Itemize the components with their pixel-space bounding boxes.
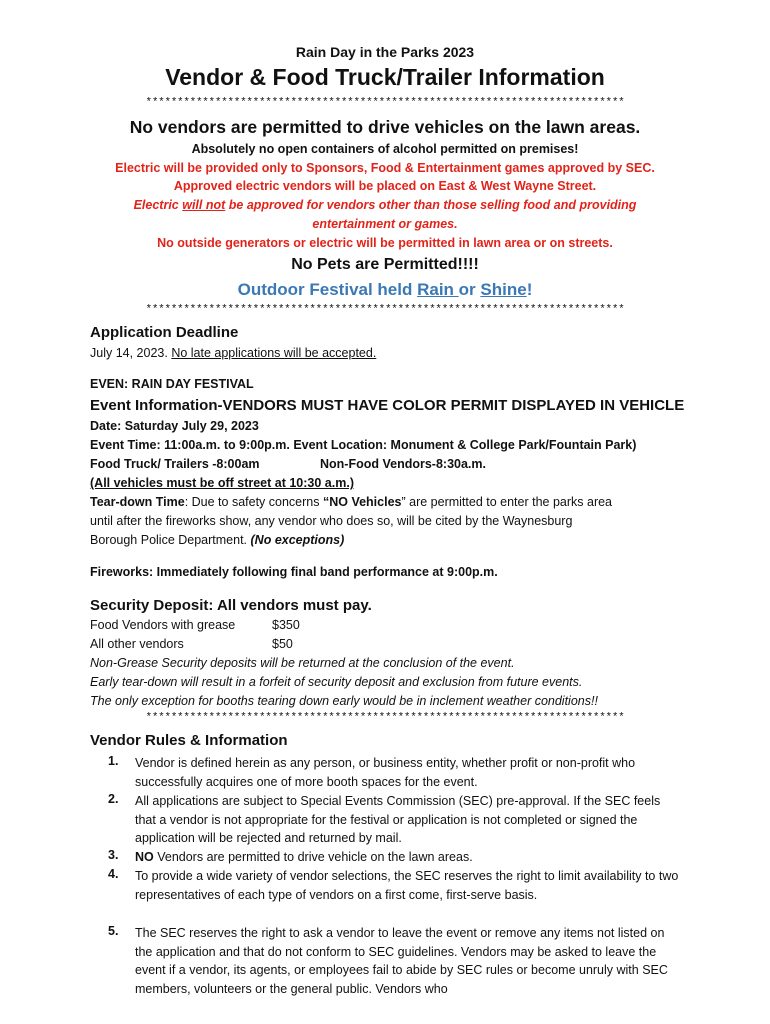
- star-divider: ****************************************************************************: [145, 712, 625, 724]
- deposit-note-1: Non-Grease Security deposits will be returned at the conclusion of the event.: [90, 656, 515, 670]
- deadline-heading: Application Deadline: [90, 324, 239, 341]
- rain-or-shine-notice: Outdoor Festival held Rain or Shine!: [237, 280, 533, 299]
- off-street-notice: (All vehicles must be off street at 10:30 a.m.): [90, 476, 354, 490]
- deadline-text: July 14, 2023. No late applications will be accepted.: [90, 346, 377, 360]
- list-item-number: 2.: [108, 792, 119, 806]
- deposit-note-2: Early tear-down will result in a forfeit of security deposit and exclusion from future events.: [90, 675, 583, 689]
- list-item-text: All applications are subject to Special Events Commission (SEC) pre-approval. If the SEC feels that a vendor is not appropriate for the festival or application is not completed or signed the application will be rejected and returned by mail.: [135, 794, 661, 846]
- event-date: Date: Saturday July 29, 2023: [90, 419, 259, 433]
- deposit-note-3: The only exception for booths tearing down early would be in inclement weather conditions!!: [90, 694, 598, 708]
- star-divider: ****************************************************************************: [145, 97, 625, 109]
- teardown-line-2: until after the fireworks show, any vendor who does so, will be cited by the Waynesburg: [90, 514, 573, 528]
- deposit-row-label: All other vendors: [90, 637, 184, 651]
- list-item-text: NO Vendors are permitted to drive vehicle on the lawn areas.: [135, 850, 473, 864]
- event-subtitle: Rain Day in the Parks 2023: [295, 44, 475, 60]
- list-item-number: 4.: [108, 867, 119, 881]
- food-truck-time: Food Truck/ Trailers -8:00am: [90, 457, 260, 471]
- lawn-notice: No vendors are permitted to drive vehicles on the lawn areas.: [129, 117, 641, 137]
- list-item-number: 1.: [108, 754, 119, 768]
- teardown-line-3: Borough Police Department. (No exceptions): [90, 533, 345, 547]
- event-info-heading: Event Information-VENDORS MUST HAVE COLOR PERMIT DISPLAYED IN VEHICLE: [90, 397, 685, 414]
- even-line: EVEN: RAIN DAY FESTIVAL: [90, 377, 254, 391]
- list-item-number: 3.: [108, 848, 119, 862]
- list-item-text: To provide a wide variety of vendor selections, the SEC reserves the right to limit availability to two representatives of each type of vendors on a first come, first-serve basis.: [135, 869, 679, 902]
- electric-notice-3: Electric will not be approved for vendors other than those selling food and providing: [133, 198, 637, 212]
- electric-notice-1: Electric will be provided only to Sponsors, Food & Entertainment games approved by SEC.: [115, 161, 655, 175]
- list-item-text: The SEC reserves the right to ask a vendor to leave the event or remove any items not listed on the application and that do not conform to SEC guidelines. Vendors may be asked to leave the event if a vendor, its agents, or employees fail to abide by SEC rules or become unruly with SEC members, volunteers or the general public. Vendors who: [135, 926, 668, 997]
- deposit-heading: Security Deposit: All vendors must pay.: [90, 597, 372, 614]
- generator-notice: No outside generators or electric will be permitted in lawn area or on streets.: [157, 236, 613, 250]
- list-item-number: 5.: [108, 924, 119, 938]
- deposit-row-amount: $50: [272, 637, 293, 651]
- event-time-location: Event Time: 11:00a.m. to 9:00p.m. Event Location: Monument & College Park/Fountain Park): [90, 438, 637, 452]
- deposit-row-label: Food Vendors with grease: [90, 618, 236, 632]
- electric-notice-3-cont: entertainment or games.: [312, 217, 458, 231]
- fireworks-line: Fireworks: Immediately following final band performance at 9:00p.m.: [90, 565, 498, 579]
- electric-notice-2: Approved electric vendors will be placed on East & West Wayne Street.: [173, 179, 597, 193]
- star-divider: ****************************************************************************: [145, 304, 625, 316]
- teardown-line-1: Tear-down Time: Due to safety concerns “NO Vehicles” are permitted to enter the parks area: [90, 495, 613, 509]
- non-food-vendor-time: Non-Food Vendors-8:30a.m.: [320, 457, 486, 471]
- deposit-row-amount: $350: [272, 618, 300, 632]
- pets-notice: No Pets are Permitted!!!!: [291, 256, 479, 273]
- list-item-text: Vendor is defined herein as any person, or business entity, whether profit or non-profit who successfully acquires one of more booth spaces for the event.: [135, 756, 636, 789]
- page-title: Vendor & Food Truck/Trailer Information: [165, 64, 605, 90]
- rules-heading: Vendor Rules & Information: [90, 732, 288, 749]
- alcohol-notice: Absolutely no open containers of alcohol permitted on premises!: [191, 142, 579, 156]
